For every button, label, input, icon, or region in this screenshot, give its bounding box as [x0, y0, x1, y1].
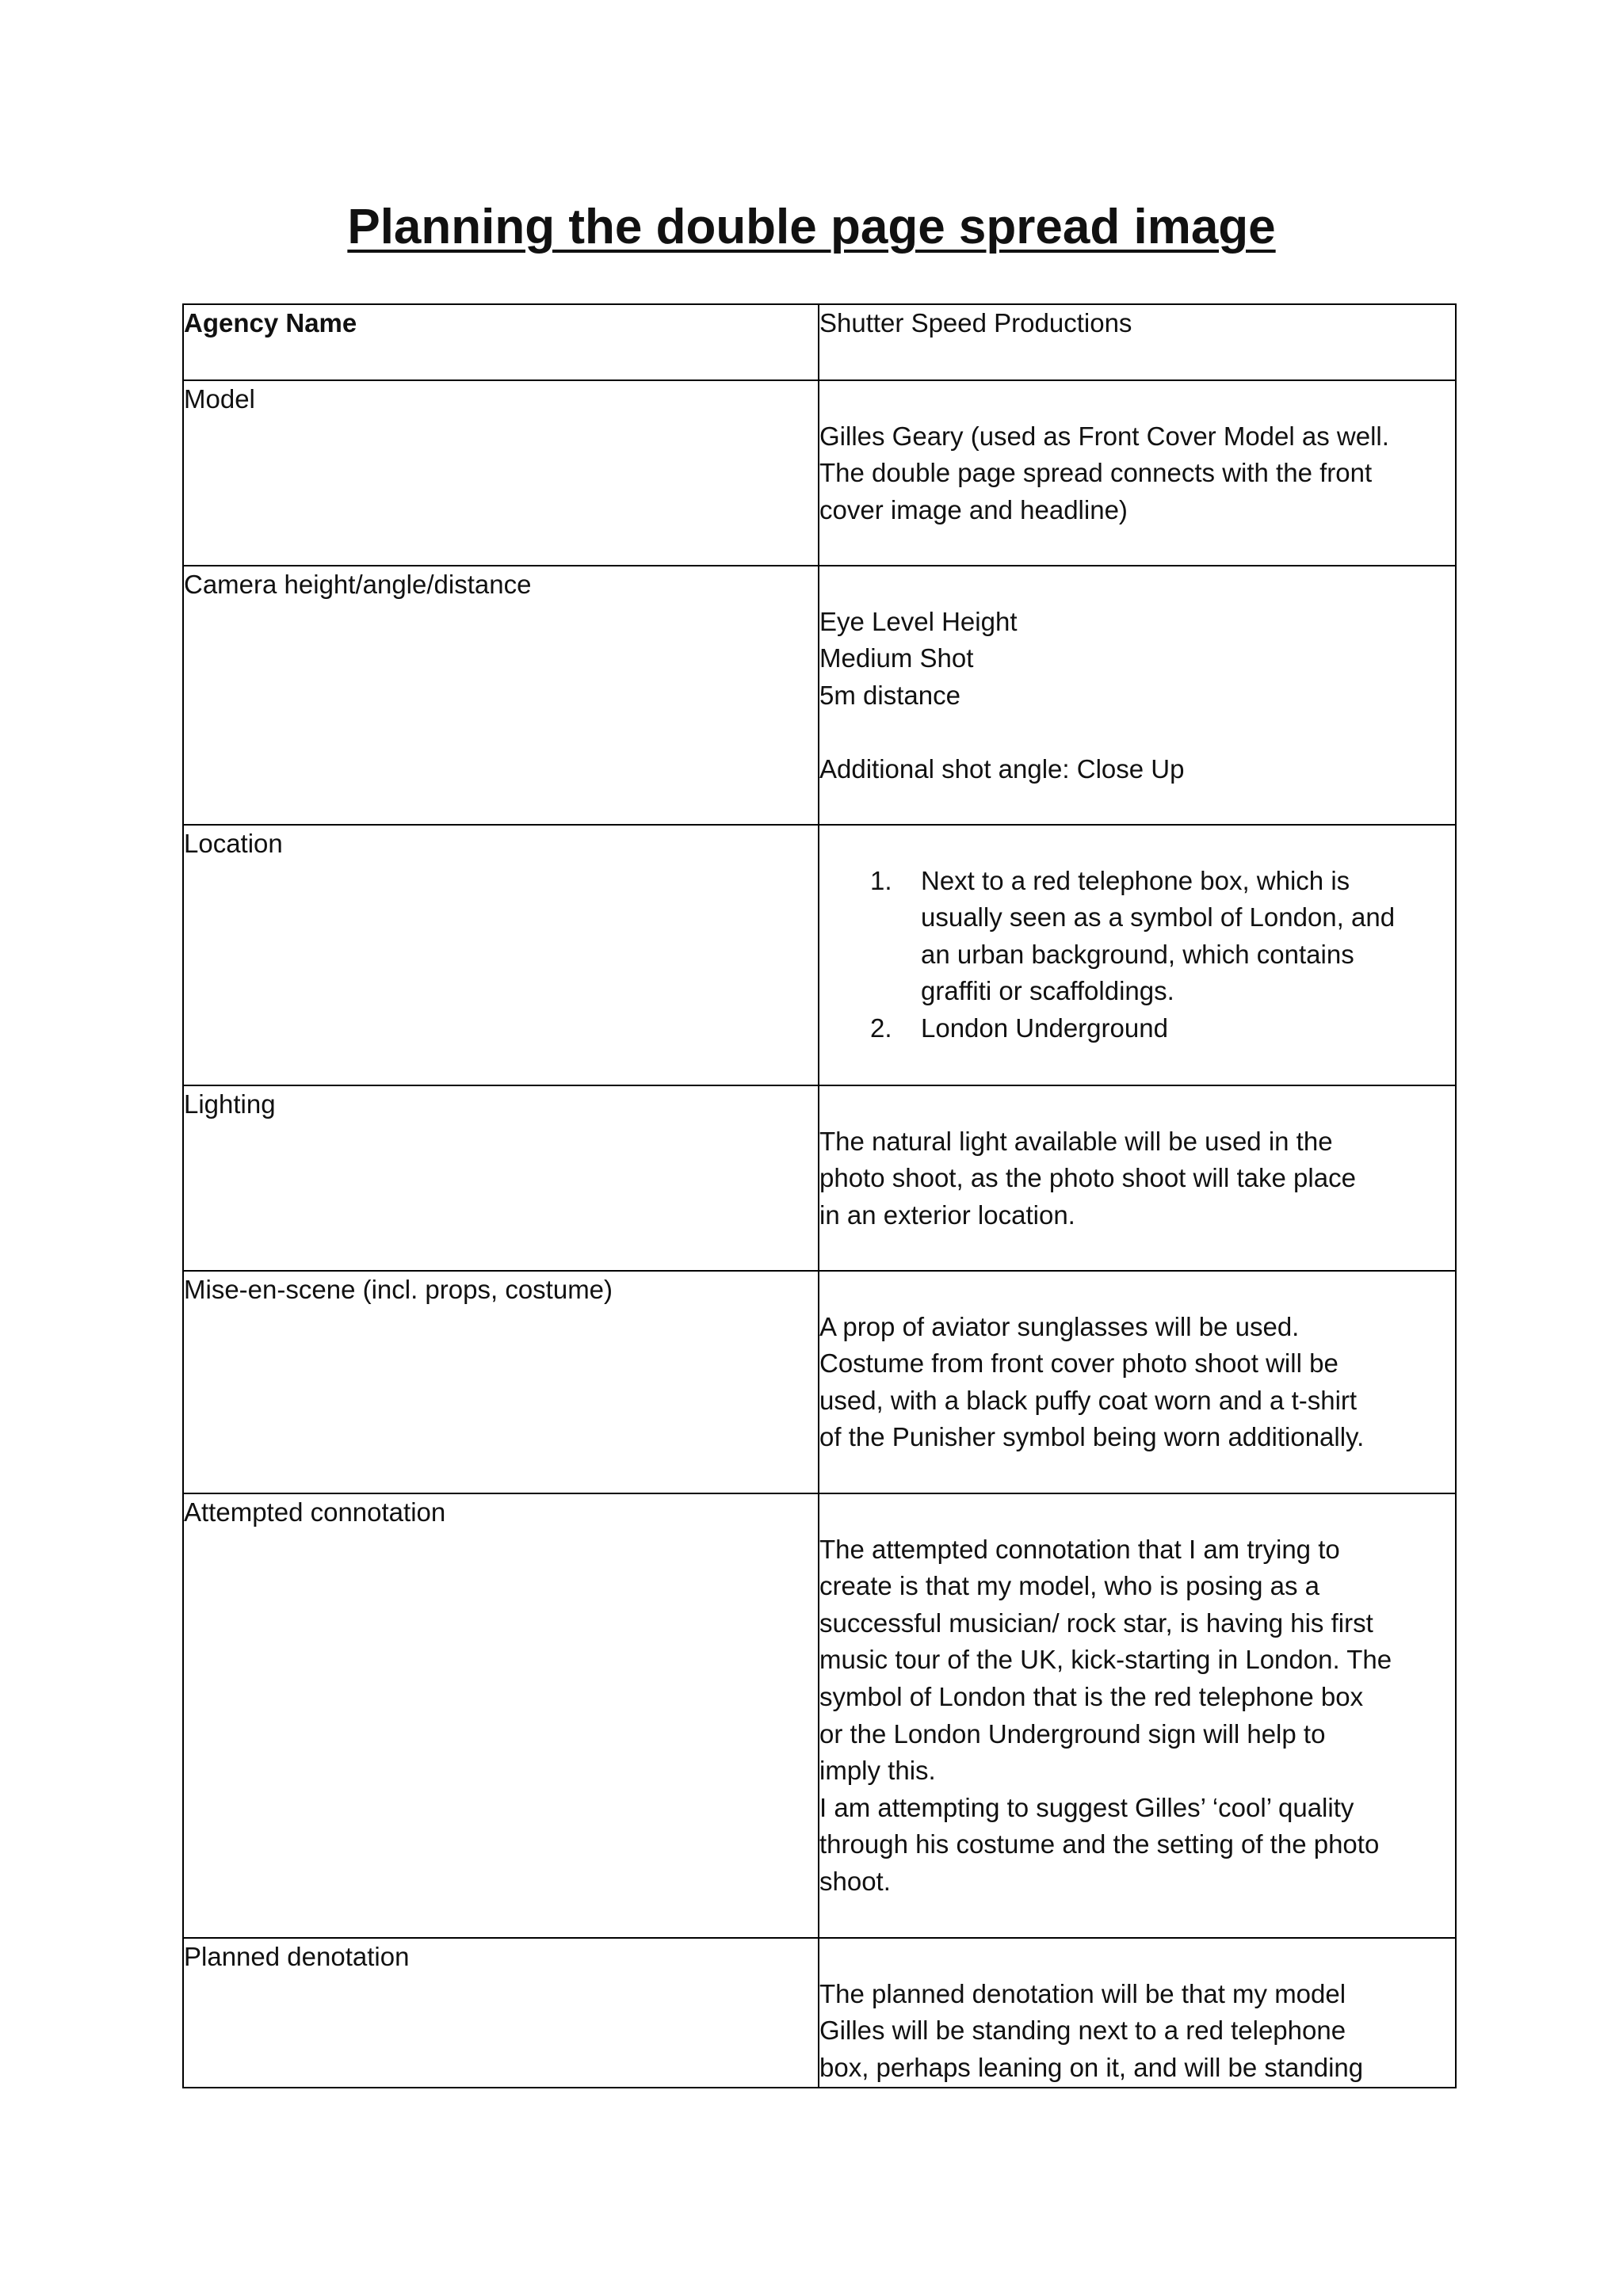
connotation-line: through his costume and the setting of the photo — [819, 1829, 1380, 1859]
cell-spacer — [819, 1939, 1455, 1976]
table-row-model — [183, 380, 1456, 566]
list-item-line: usually seen as a symbol of London, and — [921, 902, 1396, 933]
row-label-denotation: Planned denotation — [184, 1942, 410, 1971]
model-line: cover image and headline) — [819, 494, 1128, 524]
mise-line: used, with a black puffy coat worn and a t-shirt — [819, 1385, 1358, 1415]
model-line: Gilles Geary (used as Front Cover Model as well. — [819, 421, 1389, 451]
page-title: Planning the double page spread image — [347, 200, 1276, 254]
connotation-line: create is that my model, who is posing as a — [819, 1571, 1319, 1601]
table-row-camera — [183, 566, 1456, 825]
row-label-model: Model — [184, 384, 255, 414]
model-line: The double page spread connects with the front — [819, 458, 1373, 488]
cell-spacer — [819, 714, 1455, 751]
lighting-line: photo shoot, as the photo shoot will take place — [819, 1163, 1356, 1193]
list-item-line: an urban background, which contains — [921, 939, 1354, 969]
list-item-line: London Underground — [921, 1013, 1168, 1043]
table-row-agency — [183, 304, 1456, 380]
connotation-line: I am attempting to suggest Gilles’ ‘cool’ quality — [819, 1792, 1354, 1822]
connotation-line: successful musician/ rock star, is having his first — [819, 1608, 1373, 1638]
table-row-denotation — [183, 1938, 1456, 2088]
list-item-number: 1. — [870, 865, 892, 895]
camera-line: Eye Level Height — [819, 606, 1018, 636]
camera-line: 5m distance — [819, 680, 960, 710]
connotation-line: shoot. — [819, 1866, 891, 1896]
camera-line: Medium Shot — [819, 643, 974, 673]
denotation-line: Gilles will be standing next to a red telephone — [819, 2016, 1346, 2046]
denotation-line: box, perhaps leaning on it, and will be standing — [819, 2052, 1364, 2082]
row-value-agency: Shutter Speed Productions — [819, 308, 1132, 338]
list-item-number: 2. — [870, 1013, 892, 1043]
camera-line: Additional shot angle: Close Up — [819, 753, 1185, 784]
list-item-line: graffiti or scaffoldings. — [921, 976, 1174, 1006]
row-label-camera: Camera height/angle/distance — [184, 570, 532, 599]
row-label-location: Location — [184, 829, 283, 858]
connotation-line: imply this. — [819, 1756, 936, 1786]
mise-line: of the Punisher symbol being worn additionally. — [819, 1422, 1365, 1452]
cell-spacer — [819, 826, 1455, 863]
lighting-line: in an exterior location. — [819, 1199, 1075, 1230]
connotation-line: music tour of the UK, kick-starting in London. The — [819, 1645, 1392, 1675]
mise-line: A prop of aviator sunglasses will be used. — [819, 1311, 1300, 1341]
cell-spacer — [819, 1086, 1455, 1123]
denotation-line: The planned denotation will be that my model — [819, 1978, 1346, 2008]
table-row-location — [183, 825, 1456, 1085]
row-label-connotation: Attempted connotation — [184, 1497, 446, 1527]
planning-table — [182, 303, 1457, 2088]
connotation-line: symbol of London that is the red telephone box — [819, 1681, 1364, 1711]
list-item — [819, 863, 1455, 1010]
table-row-mise-en-scene — [183, 1271, 1456, 1493]
row-label-mise-en-scene: Mise-en-scene (incl. props, costume) — [184, 1275, 613, 1304]
list-item — [819, 1010, 1455, 1047]
lighting-line: The natural light available will be used in the — [819, 1126, 1333, 1156]
table-row-connotation — [183, 1493, 1456, 1938]
list-item-line: Next to a red telephone box, which is — [921, 865, 1350, 895]
connotation-line: The attempted connotation that I am trying to — [819, 1534, 1340, 1564]
location-list — [819, 863, 1455, 1047]
table-row-lighting — [183, 1085, 1456, 1271]
row-label-agency: Agency Name — [184, 308, 357, 338]
cell-spacer — [819, 381, 1455, 418]
row-label-lighting: Lighting — [184, 1089, 276, 1119]
connotation-line: or the London Underground sign will help to — [819, 1718, 1326, 1749]
cell-spacer — [819, 1494, 1455, 1531]
mise-line: Costume from front cover photo shoot will be — [819, 1348, 1338, 1379]
cell-spacer — [819, 566, 1455, 604]
cell-spacer — [819, 1272, 1455, 1309]
